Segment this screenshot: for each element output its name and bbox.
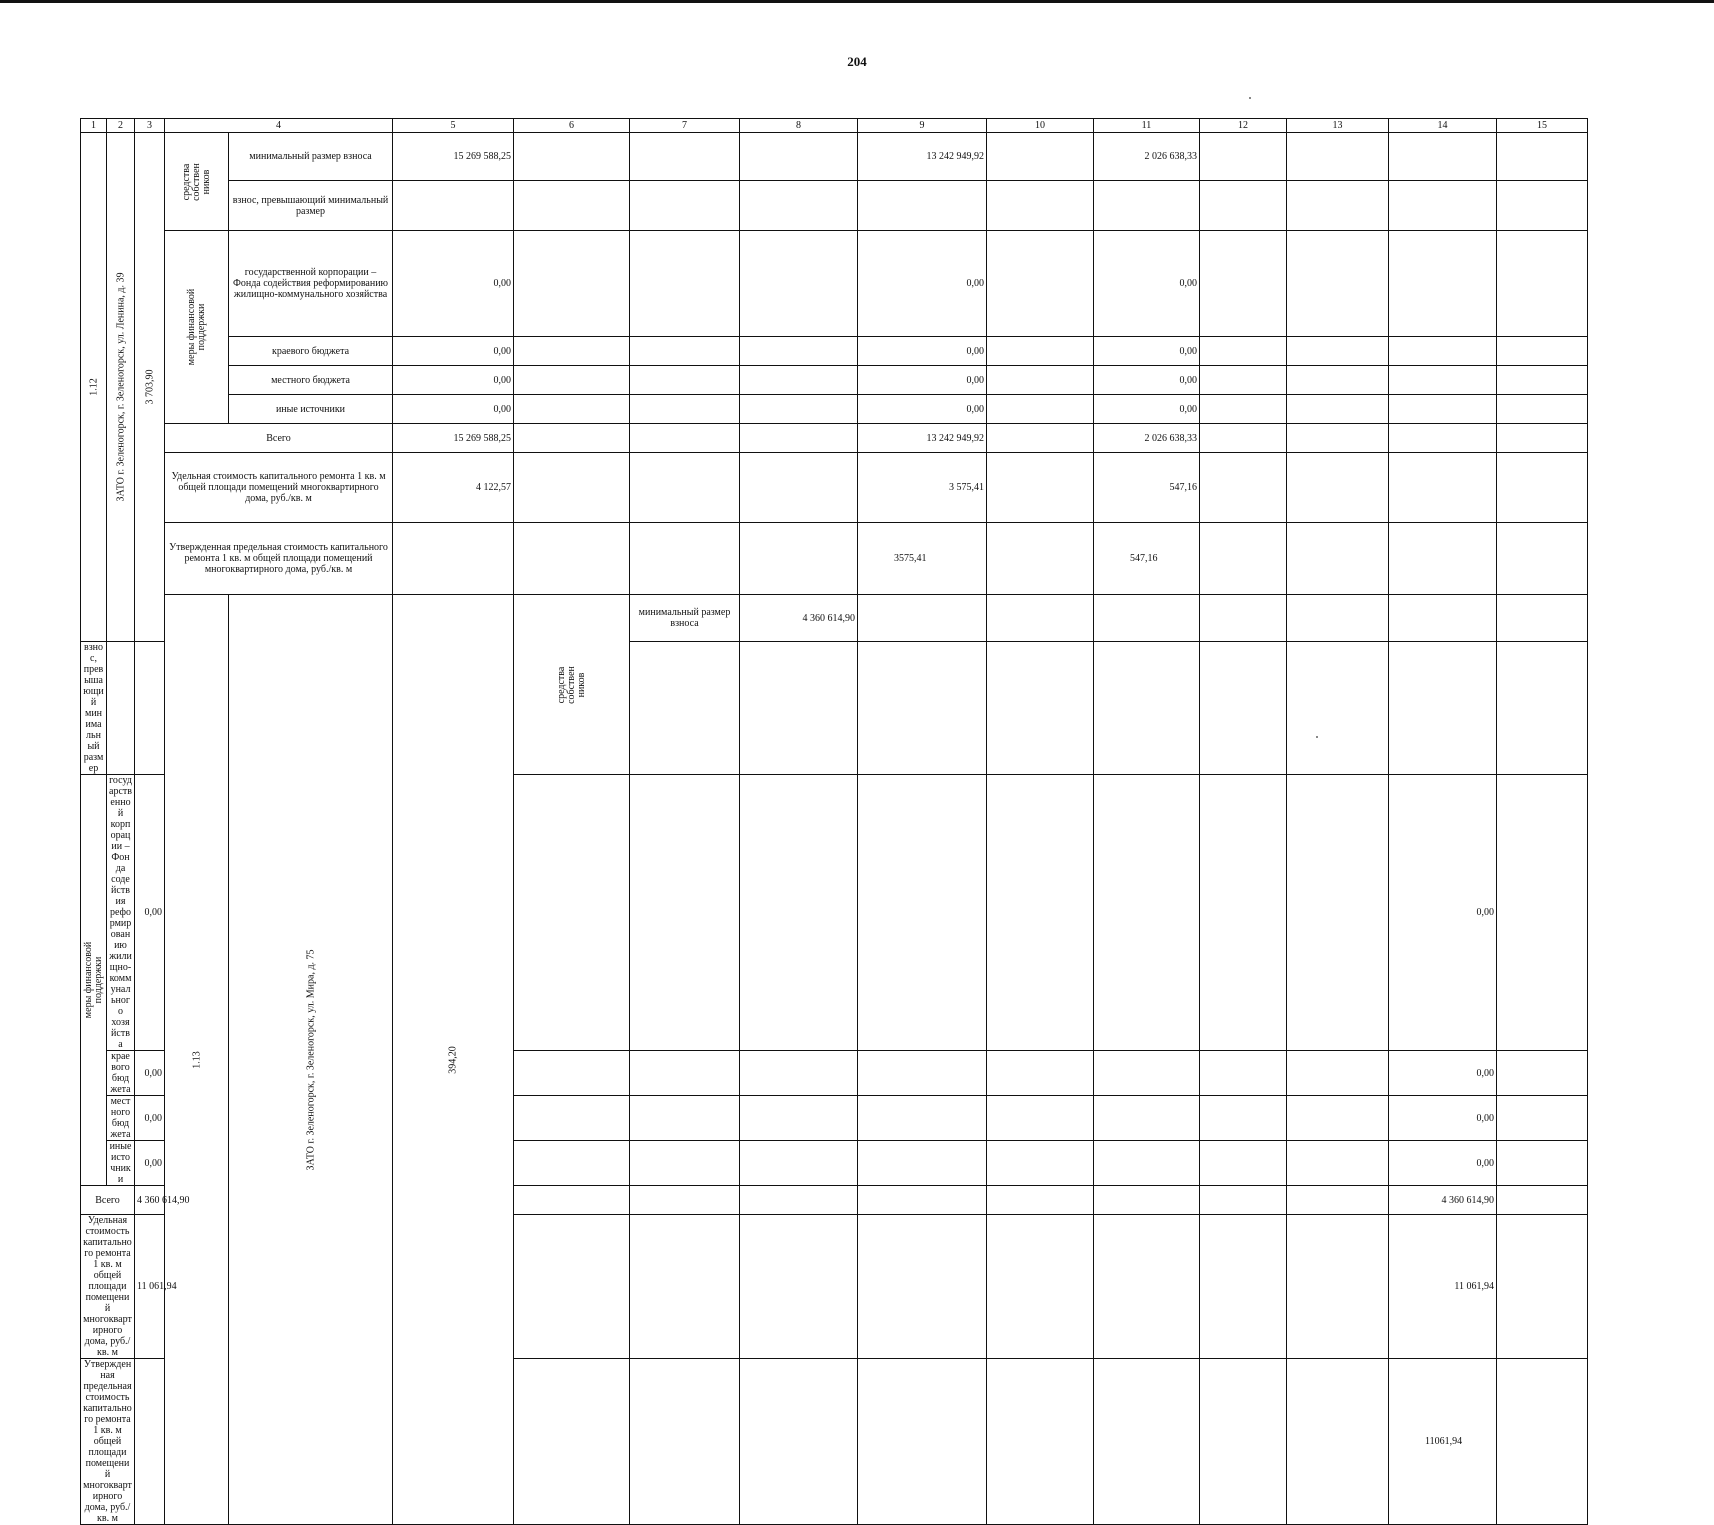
value-col5: 15 269 588,25 <box>393 133 514 181</box>
value-col11 <box>1094 1096 1200 1141</box>
table-row <box>81 231 1588 337</box>
col-header: 11 <box>1094 119 1200 133</box>
unit-cost-col14: 11 061,94 <box>1389 1215 1497 1359</box>
value-col9 <box>858 1141 987 1186</box>
approved-col11 <box>1094 1359 1200 1525</box>
row-label: иные источники <box>107 1141 135 1186</box>
row-label: минимальный размер взноса <box>630 595 740 642</box>
row-label: взнос, превышающий минимальный размер <box>81 642 107 775</box>
item-number: 1.12 <box>88 378 99 396</box>
table-row <box>81 453 1588 523</box>
col-header: 3 <box>135 119 165 133</box>
unit-cost-col11: 547,16 <box>1094 453 1200 523</box>
value-col5: 0,00 <box>393 337 514 366</box>
value-col11: 0,00 <box>1094 231 1200 337</box>
col-header: 15 <box>1497 119 1588 133</box>
value-col5 <box>107 642 135 775</box>
value-col14 <box>1389 337 1497 366</box>
total-col5: 15 269 588,25 <box>393 424 514 453</box>
table-row <box>81 133 1588 181</box>
row-label: местного бюджета <box>229 366 393 395</box>
address: ЗАТО г. Зеленогорск, г. Зеленогорск, ул. Мира, д. 75 <box>305 948 316 1171</box>
value-col9 <box>858 642 987 775</box>
total-label: Всего <box>81 1186 135 1215</box>
group-support-cell <box>165 231 229 424</box>
area-cell <box>393 595 514 1525</box>
value-col11 <box>1094 1141 1200 1186</box>
value-col14 <box>1389 366 1497 395</box>
area: 394,20 <box>447 1045 459 1074</box>
value-col9 <box>1200 595 1287 642</box>
table-row <box>81 595 1588 642</box>
total-col9: 13 242 949,92 <box>858 424 987 453</box>
capital-repair-table <box>80 118 1588 1525</box>
column-number-row <box>81 119 1588 133</box>
value-col11 <box>1094 642 1200 775</box>
total-col11 <box>1094 1186 1200 1215</box>
table-row <box>81 523 1588 595</box>
total-col5: 4 360 614,90 <box>135 1186 165 1215</box>
col-header: 4 <box>165 119 393 133</box>
unit-cost-label: Удельная стоимость капитального ремонта 1 кв. м общей площади помещений многоквартирного дома, руб./кв. м <box>165 453 393 523</box>
value-col11: 2 026 638,33 <box>1094 133 1200 181</box>
col-header: 14 <box>1389 119 1497 133</box>
col-header: 1 <box>81 119 107 133</box>
value-col5: 0,00 <box>135 1096 165 1141</box>
area-cell <box>135 133 165 642</box>
unit-cost-col5: 11 061,94 <box>135 1215 165 1359</box>
unit-cost-label: Удельная стоимость капитального ремонта 1 кв. м общей площади помещений многоквартирного дома, руб./кв. м <box>81 1215 135 1359</box>
unit-cost-col5: 4 122,57 <box>393 453 514 523</box>
value-col11 <box>1094 775 1200 1051</box>
group-owners-cell <box>165 133 229 231</box>
approved-cost-label: Утвержденная предельная стоимость капитального ремонта 1 кв. м общей площади помещений многоквартирного дома, руб./кв. м <box>81 1359 135 1525</box>
table-row <box>81 337 1588 366</box>
approved-col14: 11061,94 <box>1389 1359 1497 1525</box>
value-col9 <box>858 1051 987 1096</box>
address-cell <box>229 595 393 1525</box>
row-label: государственной корпорации – Фонда содействия реформированию жилищно-коммунального хозяйства <box>229 231 393 337</box>
value-col9: 0,00 <box>858 231 987 337</box>
row-label: краевого бюджета <box>229 337 393 366</box>
value-col14: 0,00 <box>1389 775 1497 1051</box>
address: ЗАТО г. Зеленогорск, г. Зеленогорск, ул. Ленина, д. 39 <box>115 272 126 502</box>
group-support-label: меры финансовой поддержки <box>185 288 207 366</box>
value-col11: 0,00 <box>1094 395 1200 424</box>
table-row <box>81 366 1588 395</box>
row-label: государственной корпорации – Фонда содействия реформированию жилищно-коммунального хозяйства <box>107 775 135 1051</box>
value-col5: 0,00 <box>135 775 165 1051</box>
row-label: взнос, превышающий минимальный размер <box>229 181 393 231</box>
approved-cost-label: Утвержденная предельная стоимость капитального ремонта 1 кв. м общей площади помещений многоквартирного дома, руб./кв. м <box>165 523 393 595</box>
value-col14 <box>1389 133 1497 181</box>
item-number: 1.13 <box>191 1050 202 1069</box>
row-label: минимальный размер взноса <box>229 133 393 181</box>
value-col5: 0,00 <box>393 231 514 337</box>
total-label: Всего <box>165 424 393 453</box>
value-col9 <box>858 1096 987 1141</box>
group-owners-label: средства собствен ников <box>180 162 212 201</box>
unit-cost-col14 <box>1389 453 1497 523</box>
total-col14: 4 360 614,90 <box>1389 1186 1497 1215</box>
value-col9: 0,00 <box>858 395 987 424</box>
approved-col9: 3575,41 <box>858 523 987 595</box>
value-col5: 0,00 <box>393 366 514 395</box>
address-cell <box>107 133 135 642</box>
value-col14: 0,00 <box>1389 1096 1497 1141</box>
value-col11 <box>1094 1051 1200 1096</box>
item-number-cell <box>81 133 107 642</box>
col-header: 13 <box>1287 119 1389 133</box>
table-row <box>81 424 1588 453</box>
total-col11: 2 026 638,33 <box>1094 424 1200 453</box>
group-support-cell <box>81 775 107 1186</box>
row-label: местного бюджета <box>107 1096 135 1141</box>
col-header: 7 <box>630 119 740 133</box>
total-col14 <box>1389 424 1497 453</box>
col-header: 10 <box>987 119 1094 133</box>
col-header: 6 <box>514 119 630 133</box>
page-top-border <box>0 0 1714 3</box>
col-header: 12 <box>1200 119 1287 133</box>
item-number-cell <box>165 595 229 1525</box>
unit-cost-col9: 3 575,41 <box>858 453 987 523</box>
value-col14: 0,00 <box>1389 1051 1497 1096</box>
value-col11: 0,00 <box>1094 337 1200 366</box>
row-label: краевого бюджета <box>107 1051 135 1096</box>
value-col5: 0,00 <box>393 395 514 424</box>
row-label: иные источники <box>229 395 393 424</box>
table-row <box>81 181 1588 231</box>
value-col5: 0,00 <box>135 1051 165 1096</box>
value-col11 <box>1094 181 1200 231</box>
group-owners-cell <box>514 595 630 775</box>
total-col9 <box>858 1186 987 1215</box>
col-header: 8 <box>740 119 858 133</box>
value-col11: 0,00 <box>1094 366 1200 395</box>
col-header: 2 <box>107 119 135 133</box>
value-col14 <box>1389 395 1497 424</box>
page-number: 204 <box>847 54 867 69</box>
value-col9: 13 242 949,92 <box>858 133 987 181</box>
value-col14 <box>1389 231 1497 337</box>
unit-cost-col9 <box>858 1215 987 1359</box>
value-col5: 0,00 <box>135 1141 165 1186</box>
col-header: 9 <box>858 119 987 133</box>
table-row <box>81 395 1588 424</box>
group-owners-label: средства собствен ников <box>555 665 587 704</box>
value-col9: 0,00 <box>858 366 987 395</box>
value-col9: 0,00 <box>858 337 987 366</box>
area: 3 703,90 <box>144 369 155 405</box>
approved-col14 <box>1389 523 1497 595</box>
scan-speck <box>1249 97 1251 99</box>
value-col5: 4 360 614,90 <box>740 595 858 642</box>
value-col11 <box>1389 595 1497 642</box>
approved-col9 <box>858 1359 987 1525</box>
value-col14: 0,00 <box>1389 1141 1497 1186</box>
value-col9 <box>858 181 987 231</box>
value-col5 <box>393 181 514 231</box>
approved-col11: 547,16 <box>1094 523 1200 595</box>
group-support-label: меры финансовой поддержки <box>82 941 104 1019</box>
unit-cost-col11 <box>1094 1215 1200 1359</box>
value-col9 <box>858 775 987 1051</box>
col-header: 5 <box>393 119 514 133</box>
value-col14 <box>1389 642 1497 775</box>
value-col14 <box>1389 181 1497 231</box>
